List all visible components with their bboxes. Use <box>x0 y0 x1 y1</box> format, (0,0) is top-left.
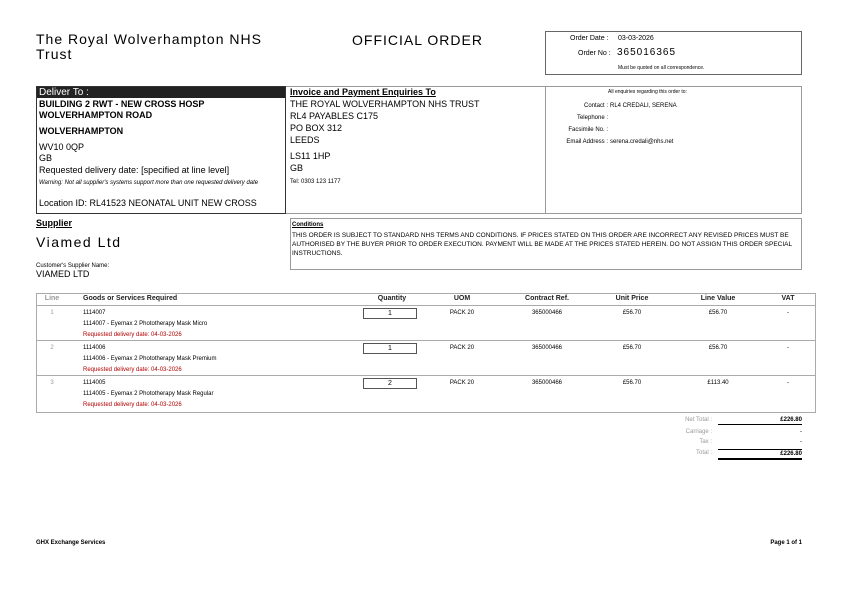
carriage-value: - <box>800 429 802 435</box>
table-row[interactable] <box>37 376 815 410</box>
row-description: 1114006 - Eyemax 2 Phototherapy Mask Premium <box>83 356 217 362</box>
col-vat: VAT <box>781 295 795 302</box>
tax-value: - <box>800 439 802 445</box>
facsimile-label: Facsimile No. : <box>568 127 608 133</box>
row-item-code: 1114006 <box>83 345 106 351</box>
order-no-label: Order No : <box>578 50 611 57</box>
order-info-box <box>545 31 802 75</box>
col-unit-price: Unit Price <box>615 295 649 302</box>
deliver-to-heading: Deliver To : <box>37 87 285 98</box>
email-value[interactable]: serena.credali@nhs.net <box>610 139 674 145</box>
row-vat: - <box>787 345 789 351</box>
email-label: Email Address : <box>566 139 608 145</box>
row-contract-ref: 365000466 <box>531 380 563 386</box>
contact-heading: All enquiries regarding this order to: <box>608 89 687 95</box>
supplier-heading: Supplier <box>36 218 73 228</box>
total-label: Total : <box>695 450 712 456</box>
row-vat: - <box>787 310 789 316</box>
deliver-line3: WOLVERHAMPTON <box>39 126 124 136</box>
conditions-box <box>290 218 802 270</box>
order-number: 365016365 <box>617 47 677 58</box>
order-note: Must be quoted on all correspondence. <box>618 65 705 71</box>
customer-supplier-value: VIAMED LTD <box>36 269 90 279</box>
col-quantity: Quantity <box>377 295 407 302</box>
row-description: 1114005 - Eyemax 2 Phototherapy Mask Regular <box>83 391 214 397</box>
row-description: 1114007 - Eyemax 2 Phototherapy Mask Micro <box>83 321 208 327</box>
row-unit-price: £56.70 <box>622 345 642 351</box>
table-row[interactable] <box>37 306 815 341</box>
col-goods: Goods or Services Required <box>83 295 178 302</box>
org-name-line2: Trust <box>36 46 73 62</box>
table-row[interactable] <box>37 341 815 376</box>
invoice-line1: THE ROYAL WOLVERHAMPTON NHS TRUST <box>290 99 480 109</box>
row-uom: PACK 20 <box>449 380 475 386</box>
invoice-line5: LS11 1HP <box>290 151 331 161</box>
row-uom: PACK 20 <box>449 345 475 351</box>
net-total-label: Net Total : <box>685 417 712 423</box>
row-requested-date: Requested delivery date: 04-03-2026 <box>83 332 182 338</box>
row-line-number: 2 <box>50 345 54 351</box>
total-value: £226.80 <box>718 449 802 460</box>
row-quantity[interactable]: 1 <box>363 308 417 319</box>
row-line-value: £113.40 <box>707 380 729 386</box>
row-quantity[interactable]: 2 <box>363 378 417 389</box>
deliver-line4: WV10 0QP <box>39 142 85 152</box>
row-unit-price: £56.70 <box>622 380 642 386</box>
row-contract-ref: 365000466 <box>531 345 563 351</box>
row-requested-date: Requested delivery date: 04-03-2026 <box>83 402 182 408</box>
row-item-code: 1114007 <box>83 310 106 316</box>
row-line-number: 3 <box>50 380 54 386</box>
contact-label: Contact : <box>583 103 608 109</box>
deliver-to-box <box>36 86 286 214</box>
footer-page-number: Page 1 of 1 <box>770 540 802 546</box>
order-lines-table <box>36 293 816 413</box>
invoice-line6: GB <box>290 163 304 173</box>
row-unit-price: £56.70 <box>622 310 642 316</box>
conditions-text: THIS ORDER IS SUBJECT TO STANDARD NHS TERMS AND CONDITIONS. IF PRICES STATED ON THIS ORDER ARE INCORRECT ANY REVISED PRICES MUST BE AUTHORISED BY THE BUYER PRIOR TO ORDER EXECUTION. PAYMENT WILL BE MADE AT THE PRICES STATED HEREIN. DO NOT ASSIGN THIS ORDER SPECIAL INSTRUCTIONS. <box>292 232 792 257</box>
deliver-line1: BUILDING 2 RWT - NEW CROSS HOSP <box>39 99 205 109</box>
row-quantity[interactable]: 1 <box>363 343 417 354</box>
invoice-tel: Tel: 0303 123 1177 <box>290 179 341 185</box>
totals-block <box>640 416 802 462</box>
order-date: 03-03-2026 <box>618 35 654 42</box>
row-requested-date: Requested delivery date: 04-03-2026 <box>83 367 182 373</box>
invoice-heading: Invoice and Payment Enquiries To <box>290 87 436 97</box>
row-uom: PACK 20 <box>449 310 475 316</box>
table-header-row <box>37 294 815 306</box>
row-vat: - <box>787 380 789 386</box>
contact-value: RL4 CREDALI, SERENA <box>610 103 677 109</box>
carriage-label: Carriage : <box>685 429 712 435</box>
row-line-number: 1 <box>50 310 54 316</box>
org-name-line1: The Royal Wolverhampton NHS <box>36 31 262 47</box>
deliver-line2: WOLVERHAMPTON ROAD <box>39 110 153 120</box>
row-line-value: £56.70 <box>708 310 728 316</box>
deliver-warning: Warning: Not all supplier's systems support more than one requested delivery date <box>39 180 259 186</box>
col-uom: UOM <box>453 295 471 302</box>
footer-provider: GHX Exchange Services <box>36 540 106 546</box>
invoice-line2: RL4 PAYABLES C175 <box>290 111 379 121</box>
invoice-line3: PO BOX 312 <box>290 123 343 133</box>
col-contract: Contract Ref. <box>525 295 569 302</box>
supplier-name: Viamed Ltd <box>36 234 122 250</box>
row-line-value: £56.70 <box>708 345 728 351</box>
invoice-box <box>290 86 545 214</box>
col-line: Line <box>44 295 60 302</box>
row-item-code: 1114005 <box>83 380 106 386</box>
net-total-value: £226.80 <box>718 416 802 425</box>
telephone-label: Telephone : <box>576 115 608 121</box>
contact-box <box>545 86 802 214</box>
row-contract-ref: 365000466 <box>531 310 563 316</box>
deliver-requested-date: Requested delivery date: [specified at line level] <box>39 165 230 175</box>
customer-supplier-label: Customer's Supplier Name: <box>36 263 110 269</box>
deliver-line5: GB <box>39 153 53 163</box>
col-line-value: Line Value <box>700 295 736 302</box>
document-title: OFFICIAL ORDER <box>352 32 483 48</box>
deliver-location-id: Location ID: RL41523 NEONATAL UNIT NEW CROSS <box>39 198 257 208</box>
invoice-line4: LEEDS <box>290 135 320 145</box>
tax-label: Tax : <box>699 439 712 445</box>
conditions-heading: Conditions <box>292 222 324 228</box>
order-date-label: Order Date : <box>570 35 609 42</box>
